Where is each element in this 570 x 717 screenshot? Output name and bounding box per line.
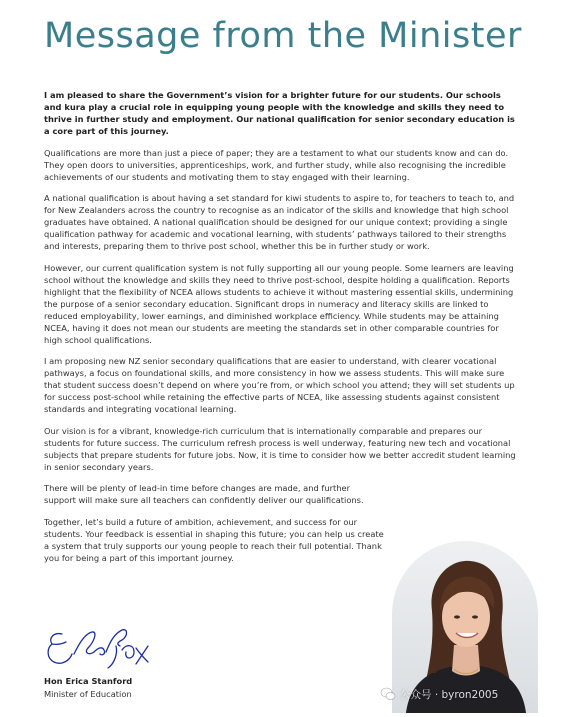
body-paragraph: Our vision is for a vibrant, knowledge-rich curriculum that is internationally comparable and prepares our students for future success. The curriculum refresh process is well underway, featuring new tech and vocational subjects that prepare students for future jobs. Now, it is time to consider how we better accredit student learning in senior secondary years. (44, 425, 516, 472)
body-paragraph: There will be plenty of lead-in time before changes are made, and further support will make sure all teachers can confidently deliver our qualifications. (44, 483, 364, 505)
watermark (380, 686, 498, 702)
watermark-text: 公众号 · byron2005 (400, 688, 499, 701)
body-paragraph: Qualifications are more than just a piece of paper; they are a testament to what our students know and can do. They open doors to universities, apprenticeships, work, and further study, while also recognising the incredible achievements of our students and motivating them to stay engaged with their learning. (44, 147, 509, 182)
signatory-name: Hon Erica Stanford (44, 676, 133, 686)
page-title: Message from the Minister (44, 16, 522, 56)
body-paragraph: A national qualification is about having a set standard for kiwi students to aspire to, for teachers to teach to, and for New Zealanders across the country to recognise as an indicator of the skills and knowledge that high school graduates have obtained. A national qualification should be designed for our unique context; providing a single qualification pathway for academic and vocational learning, with students’ pathways tailored to their strengths and interests, preparing them to thrive post school, whether this be in further study or work. (44, 193, 515, 251)
body-paragraph: Together, let’s build a future of ambition, achievement, and success for our students. Your feedback is essential in shaping this future; you can help us create a system that truly supports our young people to reach their full potential. Thank you for being a part of this important journey. (44, 516, 384, 563)
message-body (44, 89, 518, 573)
wechat-icon (380, 686, 396, 702)
body-paragraph: However, our current qualification system is not fully supporting all our young people. Some learners are leaving school without the knowledge and skills they need to thrive post-school, despite holding a qualification. Reports highlight that the flexibility of NCEA allows students to achieve it without mastering essential skills, undermining the purpose of a senior secondary education. Significant drops in numeracy and literacy skills are linked to reduced employability, lower earnings, and diminished workplace efficiency. While students may be attaining NCEA, having it does not mean our students are meeting the standards set in other comparable countries for high school qualifications. (44, 262, 514, 345)
signatory-role: Minister of Education (44, 689, 132, 699)
body-paragraph: I am proposing new NZ senior secondary qualifications that are easier to understand, with clearer vocational pathways, a focus on foundational skills, and more consistency in how we assess students. This will make sure that student success doesn’t depend on where you’re from, or which school you attend; they will set students up for success post-school while retaining the effective parts of NCEA, like assessing students against consistent standards and integrating vocational learning. (44, 356, 515, 414)
lead-paragraph: I am pleased to share the Government’s vision for a brighter future for our students. Our schools and kura play a crucial role in equipping young people with the knowledge and skills they need to thrive in further study and employment. Our national qualification for senior secondary education is a core part of this journey. (44, 90, 515, 136)
signature-image (44, 624, 159, 672)
